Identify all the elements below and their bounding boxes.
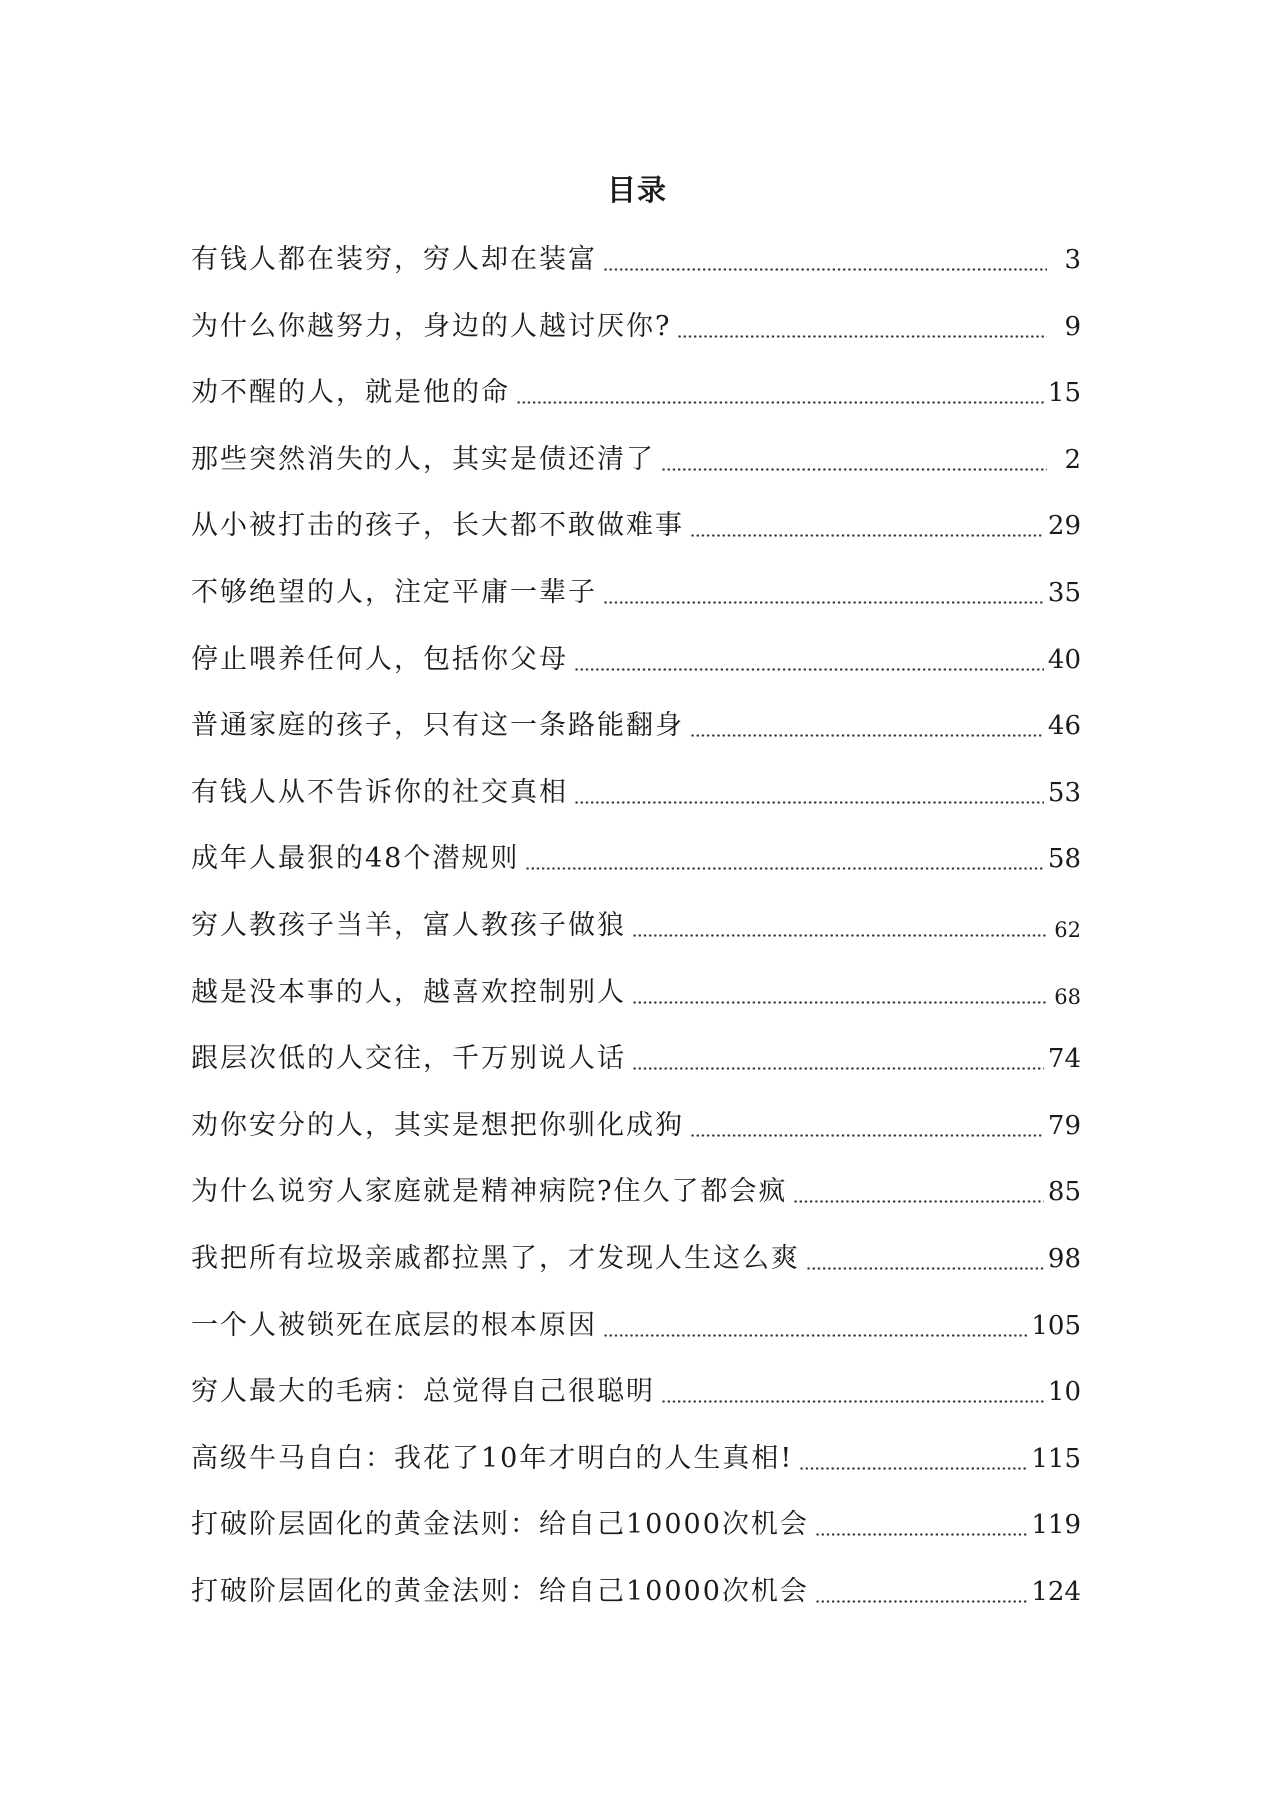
dot-leader bbox=[815, 1572, 1027, 1612]
toc-entry-title: 越是没本事的人，越喜欢控制别人 bbox=[191, 976, 626, 1008]
dot-leader bbox=[806, 1239, 1044, 1279]
dot-leader bbox=[603, 240, 1047, 280]
toc-page-number: 62 bbox=[1054, 917, 1081, 942]
toc-entry-title: 为什么说穷人家庭就是精神病院?住久了都会疯 bbox=[191, 1176, 788, 1208]
toc-entry bbox=[191, 1039, 1081, 1106]
dot-leader bbox=[690, 706, 1044, 746]
toc-entry bbox=[191, 1239, 1081, 1306]
dot-leader bbox=[815, 1505, 1027, 1545]
toc-entry bbox=[191, 640, 1081, 707]
dot-leader bbox=[603, 1306, 1027, 1346]
toc-entry-title: 穷人最大的毛病：总觉得自己很聪明 bbox=[191, 1376, 655, 1408]
toc-entry-title: 从小被打击的孩子，长大都不敢做难事 bbox=[191, 510, 684, 542]
toc-entry-title: 打破阶层固化的黄金法则：给自己10000次机会 bbox=[191, 1575, 809, 1607]
toc-entry bbox=[191, 1505, 1081, 1572]
toc-entry bbox=[191, 1106, 1081, 1173]
toc-page-number: 35 bbox=[1047, 577, 1081, 608]
toc-entry bbox=[191, 706, 1081, 773]
toc-page-number: 105 bbox=[1031, 1310, 1081, 1341]
toc-entry bbox=[191, 1372, 1081, 1439]
toc-entry bbox=[191, 973, 1081, 1040]
toc-entry-title: 停止喂养任何人，包括你父母 bbox=[191, 643, 568, 675]
toc-page-number: 74 bbox=[1047, 1044, 1081, 1075]
dot-leader bbox=[661, 1372, 1044, 1412]
toc-entry-title: 高级牛马自白：我花了10年才明白的人生真相! bbox=[191, 1442, 794, 1474]
toc-list bbox=[191, 240, 1081, 1638]
toc-page-number: 58 bbox=[1047, 844, 1081, 875]
toc-entry-title: 有钱人从不告诉你的社交真相 bbox=[191, 776, 568, 808]
toc-page-number: 3 bbox=[1064, 245, 1081, 275]
toc-page-number: 46 bbox=[1047, 711, 1081, 742]
toc-entry bbox=[191, 906, 1081, 973]
dot-leader bbox=[661, 440, 1047, 480]
toc-entry-title: 打破阶层固化的黄金法则：给自己10000次机会 bbox=[191, 1509, 809, 1541]
toc-entry bbox=[191, 573, 1081, 640]
toc-page-number: 119 bbox=[1031, 1510, 1081, 1541]
dot-leader bbox=[632, 973, 1047, 1013]
dot-leader bbox=[799, 1439, 1027, 1479]
toc-page-number: 85 bbox=[1047, 1177, 1081, 1208]
dot-leader bbox=[525, 839, 1044, 879]
toc-entry bbox=[191, 373, 1081, 440]
dot-leader bbox=[632, 1039, 1044, 1079]
toc-entry bbox=[191, 773, 1081, 840]
toc-entry-title: 不够绝望的人，注定平庸一辈子 bbox=[191, 576, 597, 608]
toc-page-number: 2 bbox=[1064, 444, 1081, 475]
dot-leader bbox=[677, 307, 1047, 347]
toc-entry bbox=[191, 1172, 1081, 1239]
toc-page-number: 15 bbox=[1047, 378, 1081, 409]
dot-leader bbox=[632, 906, 1047, 946]
toc-page-number: 10 bbox=[1047, 1377, 1081, 1408]
toc-entry-title: 普通家庭的孩子，只有这一条路能翻身 bbox=[191, 710, 684, 742]
toc-page-number: 79 bbox=[1047, 1110, 1081, 1141]
dot-leader bbox=[574, 773, 1044, 813]
toc-entry-title: 成年人最狠的48个潜规则 bbox=[191, 843, 520, 875]
toc-entry bbox=[191, 1306, 1081, 1373]
toc-entry-title: 跟层次低的人交往，千万别说人话 bbox=[191, 1043, 626, 1075]
toc-entry bbox=[191, 440, 1081, 507]
toc-page-number: 40 bbox=[1047, 644, 1081, 675]
toc-entry-title: 劝不醒的人，就是他的命 bbox=[191, 377, 510, 409]
toc-entry bbox=[191, 1572, 1081, 1639]
dot-leader bbox=[516, 373, 1044, 413]
toc-entry bbox=[191, 506, 1081, 573]
toc-entry-title: 为什么你越努力，身边的人越讨厌你? bbox=[191, 310, 672, 342]
toc-entry-title: 有钱人都在装穷，穷人却在装富 bbox=[191, 244, 597, 275]
toc-entry bbox=[191, 1439, 1081, 1506]
toc-page-number: 9 bbox=[1064, 311, 1081, 342]
toc-page-number: 98 bbox=[1047, 1243, 1081, 1274]
toc-page-number: 53 bbox=[1047, 777, 1081, 808]
toc-title: 目录 bbox=[606, 173, 667, 207]
toc-entry bbox=[191, 839, 1081, 906]
dot-leader bbox=[603, 573, 1044, 613]
toc-entry-title: 穷人教孩子当羊，富人教孩子做狼 bbox=[191, 909, 626, 941]
dot-leader bbox=[574, 640, 1044, 680]
toc-entry bbox=[191, 307, 1081, 374]
toc-page-number: 124 bbox=[1031, 1576, 1081, 1607]
toc-entry-title: 我把所有垃圾亲戚都拉黑了，才发现人生这么爽 bbox=[191, 1242, 800, 1274]
toc-page-number: 68 bbox=[1054, 984, 1081, 1009]
toc-entry-title: 一个人被锁死在底层的根本原因 bbox=[191, 1309, 597, 1341]
toc-entry-title: 劝你安分的人，其实是想把你驯化成狗 bbox=[191, 1109, 684, 1141]
dot-leader bbox=[690, 506, 1044, 546]
toc-entry bbox=[191, 240, 1081, 307]
dot-leader bbox=[793, 1172, 1043, 1212]
dot-leader bbox=[690, 1106, 1044, 1146]
toc-page-number: 115 bbox=[1031, 1443, 1081, 1474]
toc-entry-title: 那些突然消失的人，其实是债还清了 bbox=[191, 443, 655, 475]
toc-page-number: 29 bbox=[1047, 511, 1081, 542]
